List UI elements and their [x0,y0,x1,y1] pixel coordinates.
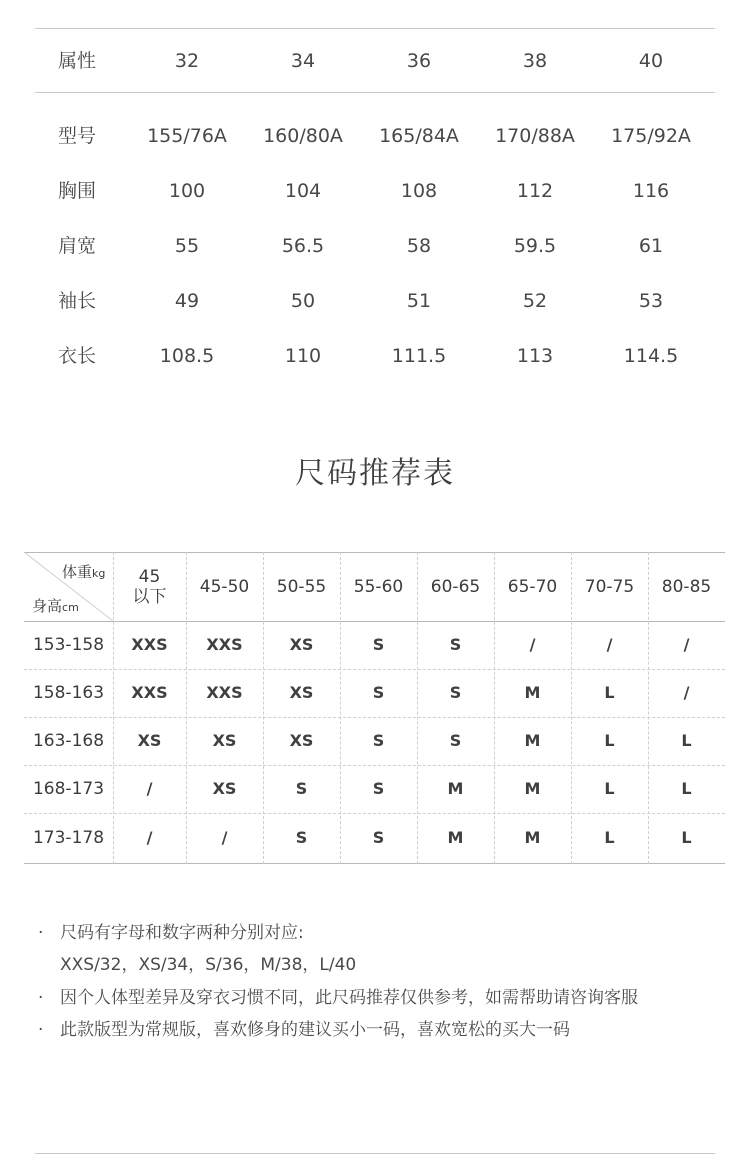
size-cell: L [681,731,692,750]
weight-unit: kg [92,567,106,580]
height-row-label: 163-168 [32,731,105,751]
row-value: 51 [406,290,432,312]
row-value: 50 [290,290,316,312]
size-cell: L [681,828,692,847]
row-value: 175/92A [611,125,691,147]
note-2 [38,983,638,1008]
size-cell: L [604,731,615,750]
size-cell: M [524,828,541,847]
size-cell: / [529,635,536,654]
size-cell: L [604,828,615,847]
weight-column-header: 50-55 [276,576,327,597]
row-value: 114.5 [623,345,679,367]
header-size: 38 [522,50,548,72]
size-cell: XXS [206,683,243,702]
size-cell: XS [212,779,237,798]
row-value: 61 [638,235,664,257]
grid-bottom-rule [24,863,725,864]
row-value: 59.5 [513,235,557,257]
size-cell: / [146,828,153,847]
height-row-label: 153-158 [32,635,105,655]
row-value: 52 [522,290,548,312]
size-row-chest [0,176,750,206]
row-value: 155/76A [147,125,227,147]
size-cell: S [295,828,308,847]
bullet: · [38,923,44,943]
weight-column-header: 55-60 [353,576,404,597]
size-row-length [0,341,750,371]
weight-column-header: 80-85 [661,576,712,597]
size-cell: XS [289,731,314,750]
size-cell: S [449,683,462,702]
size-cell: S [372,779,385,798]
note-text: 尺码有字母和数字两种分别对应: [60,923,304,943]
size-cell: M [447,828,464,847]
row-value: 49 [174,290,200,312]
row-label: 袖长 [58,290,97,312]
size-cell: M [447,779,464,798]
size-cell: S [372,828,385,847]
size-cell: S [449,635,462,654]
row-value: 100 [168,180,206,202]
size-row-shoulder [0,231,750,261]
header-size: 36 [406,50,432,72]
size-cell: XXS [206,635,243,654]
size-cell: / [683,635,690,654]
size-recommendation-table [24,552,725,864]
bullet: · [38,988,44,1008]
size-cell: XXS [131,635,168,654]
size-cell: L [604,683,615,702]
size-cell: S [372,635,385,654]
size-cell: M [524,731,541,750]
note-1-sub: XXS/32，XS/34，S/36，M/38，L/40 [60,955,357,975]
note-text: 因个人体型差异及穿衣习惯不同，此尺码推荐仅供参考，如需帮助请咨询客服 [60,988,638,1008]
row-value: 104 [284,180,322,202]
row-value: 160/80A [263,125,343,147]
row-value: 116 [632,180,670,202]
size-cell: / [683,683,690,702]
size-table-top-rule [35,28,715,29]
size-cell: M [524,779,541,798]
row-value: 56.5 [281,235,325,257]
size-cell: XS [289,683,314,702]
size-cell: XXS [131,683,168,702]
weight-text: 体重 [62,563,93,581]
weight-column-header: 60-65 [430,576,481,597]
section-title: 尺码推荐表 [295,456,455,491]
row-value: 165/84A [379,125,459,147]
row-value: 111.5 [391,345,447,367]
size-cell: L [681,779,692,798]
row-value: 112 [516,180,554,202]
height-text: 身高 [32,597,63,615]
size-table-header-rule [35,92,715,93]
row-value: 58 [406,235,432,257]
size-cell: S [372,731,385,750]
note-text: 此款版型为常规版，喜欢修身的建议买小一码，喜欢宽松的买大一码 [60,1020,570,1040]
size-cell: S [295,779,308,798]
row-label: 衣长 [58,345,97,367]
row-value: 108.5 [159,345,215,367]
row-label: 胸围 [58,180,97,202]
size-cell: M [524,683,541,702]
row-value: 55 [174,235,200,257]
size-cell: S [372,683,385,702]
height-row-label: 158-163 [32,683,105,703]
header-size: 32 [174,50,200,72]
header-label: 属性 [58,50,97,72]
size-cell: / [146,779,153,798]
note-3 [38,1015,570,1040]
weight-column-header: 45 以下 [132,566,167,607]
size-cell: XS [137,731,162,750]
height-unit: cm [62,601,79,614]
size-cell: / [221,828,228,847]
size-cell: XS [212,731,237,750]
row-value: 110 [284,345,322,367]
size-cell: L [604,779,615,798]
note-1 [38,918,304,943]
size-row-model [0,121,750,151]
row-label: 型号 [58,125,97,147]
size-table-header [0,46,750,76]
row-value: 53 [638,290,664,312]
height-row-label: 168-173 [32,779,105,799]
size-row-sleeve [0,286,750,316]
size-cell: S [449,731,462,750]
height-row-label: 173-178 [32,828,105,848]
header-size: 34 [290,50,316,72]
corner-height-label [32,595,79,616]
bullet: · [38,1020,44,1040]
row-value: 170/88A [495,125,575,147]
row-value: 113 [516,345,554,367]
size-cell: / [606,635,613,654]
size-cell: XS [289,635,314,654]
bottom-rule [35,1153,715,1154]
header-size: 40 [638,50,664,72]
weight-column-header: 70-75 [584,576,635,597]
corner-weight-label [62,561,105,582]
weight-column-header: 65-70 [507,576,558,597]
weight-column-header: 45-50 [199,576,250,597]
row-value: 108 [400,180,438,202]
row-label: 肩宽 [58,235,97,257]
